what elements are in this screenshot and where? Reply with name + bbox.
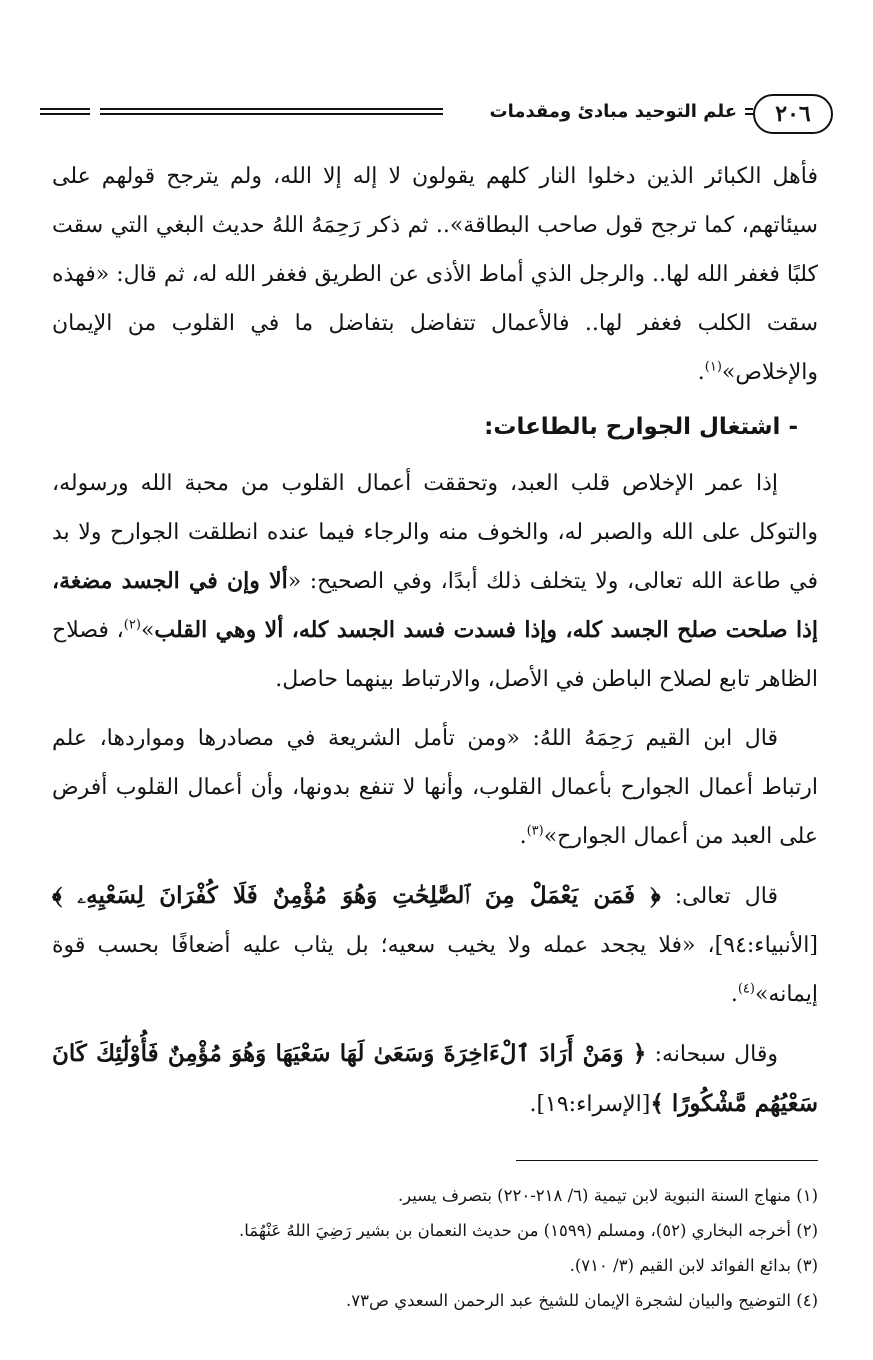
paragraph-1: فأهل الكبائر الذين دخلوا النار كلهم يقولون لا إله إلا الله، ولم يترجح قولهم على سيئاتهم، كما ترجح قول صاحب البطاقة».. ثم ذكر رَحِمَهُ اللهُ حديث البغي التي سقت كلبًا فغفر الله لها.. والرجل الذي أماط الأذى عن الطريق فغفر الله له، ثم قال: «فهذه سقت الكلب فغفر لها.. فالأعمال تتفاضل بتفاضل ما في القلوب من الإيمان والإخلاص»$^{(١)}$. <box>52 164 818 385</box>
main-text <box>52 152 818 1139</box>
footnote-ref-1: (١) <box>704 359 722 375</box>
verse-citation-1: [الأنبياء:٩٤] <box>714 933 818 958</box>
verse-citation-2: [الإسراء:١٩] <box>536 1092 651 1117</box>
running-title: علم التوحيد مبادئ ومقدمات <box>489 101 737 122</box>
header-rule-middle <box>100 108 443 115</box>
footnotes <box>52 1178 818 1318</box>
header-rule-right <box>745 108 753 115</box>
footnote-ref-2: (٢) <box>123 617 141 633</box>
quran-verse-1: ﴿ فَمَن يَعْمَلْ مِنَ ٱلصَّٰلِحَٰتِ وَهُوَ مُؤْمِنٌ فَلَا كُفْرَانَ لِسَعْيِهِۦ ﴾ <box>52 882 661 909</box>
quran-verse-2: ﴿ وَمَنْ أَرَادَ ٱلْءَاخِرَةَ وَسَعَىٰ لَهَا سَعْيَهَا وَهُوَ مُؤْمِنٌ فَأُوْلَٰٓئِكَ كَانَ سَعْيُهُم مَّشْكُورًا ﴾ <box>52 1040 818 1117</box>
footnote-3: (٣) بدائع الفوائد لابن القيم (٣/ ٧١٠). <box>569 1256 818 1275</box>
page-header <box>40 94 833 138</box>
footnote-4: (٤) التوضيح والبيان لشجرة الإيمان للشيخ عبد الرحمن السعدي ص٧٣. <box>346 1291 818 1310</box>
footnote-separator <box>516 1160 818 1161</box>
header-rule-left <box>40 108 90 115</box>
paragraph-2: إذا عمر الإخلاص قلب العبد، وتحققت أعمال القلوب من محبة الله ورسوله، والتوكل على الله والصبر له، والخوف منه والرجاء فيما عنده انطلقت الجوارح ولا بد في طاعة الله تعالى، ولا يتخلف ذلك أبدًا، وفي الصحيح: «ألا وإن في الجسد مضغة، إذا صلحت صلح الجسد كله، وإذا فسدت فسد الجسد كله، ألا وهي القلب»$^{(٢)}$، فصلاح الظاهر تابع لصلاح الباطن في الأصل، والارتباط بينهما حاصل. <box>52 471 819 692</box>
section-heading: - اشتغال الجوارح بالطاعات: <box>484 414 798 440</box>
footnote-1: (١) منهاج السنة النبوية لابن تيمية (٦/ ٢١٨-٢٢٠) بتصرف يسير. <box>397 1186 818 1205</box>
paragraph-3: قال ابن القيم رَحِمَهُ اللهُ: «ومن تأمل الشريعة في مصادرها ومواردها، علم ارتباط أعمال الجوارح بأعمال القلوب، وأنها لا تنفع بدونها، وأن أعمال القلوب أفرض على العبد من أعمال الجوارح»$^{(٣)}$. <box>52 726 818 849</box>
footnote-ref-3: (٣) <box>526 823 544 839</box>
paragraph-4: قال تعالى: ﴿ فَمَن يَعْمَلْ مِنَ ٱلصَّٰلِحَٰتِ وَهُوَ مُؤْمِنٌ فَلَا كُفْرَانَ لِسَعْيِهِۦ ﴾[الأنبياء:٩٤]، «فلا يجحد عمله ولا يخيب سعيه؛ بل يثاب عليه أضعافًا بحسب قوة إيمانه»$^{(٤)}$. <box>52 882 818 1007</box>
paragraph-5: وقال سبحانه: ﴿ وَمَنْ أَرَادَ ٱلْءَاخِرَةَ وَسَعَىٰ لَهَا سَعْيَهَا وَهُوَ مُؤْمِنٌ فَأُوْلَٰٓئِكَ كَانَ سَعْيُهُم مَّشْكُورًا ﴾[الإسراء:١٩]. <box>52 1040 818 1117</box>
footnote-2: (٢) أخرجه البخاري (٥٢)، ومسلم (١٥٩٩) من حديث النعمان بن بشير رَضِيَ اللهُ عَنْهُمَا. <box>239 1221 818 1240</box>
page-number: ٢٠٦ <box>753 94 833 134</box>
hadith-quote: ألا وإن في الجسد مضغة، إذا صلحت صلح الجسد كله، وإذا فسدت فسد الجسد كله، ألا وهي القلب <box>52 568 818 643</box>
footnote-ref-4: (٤) <box>737 981 755 997</box>
